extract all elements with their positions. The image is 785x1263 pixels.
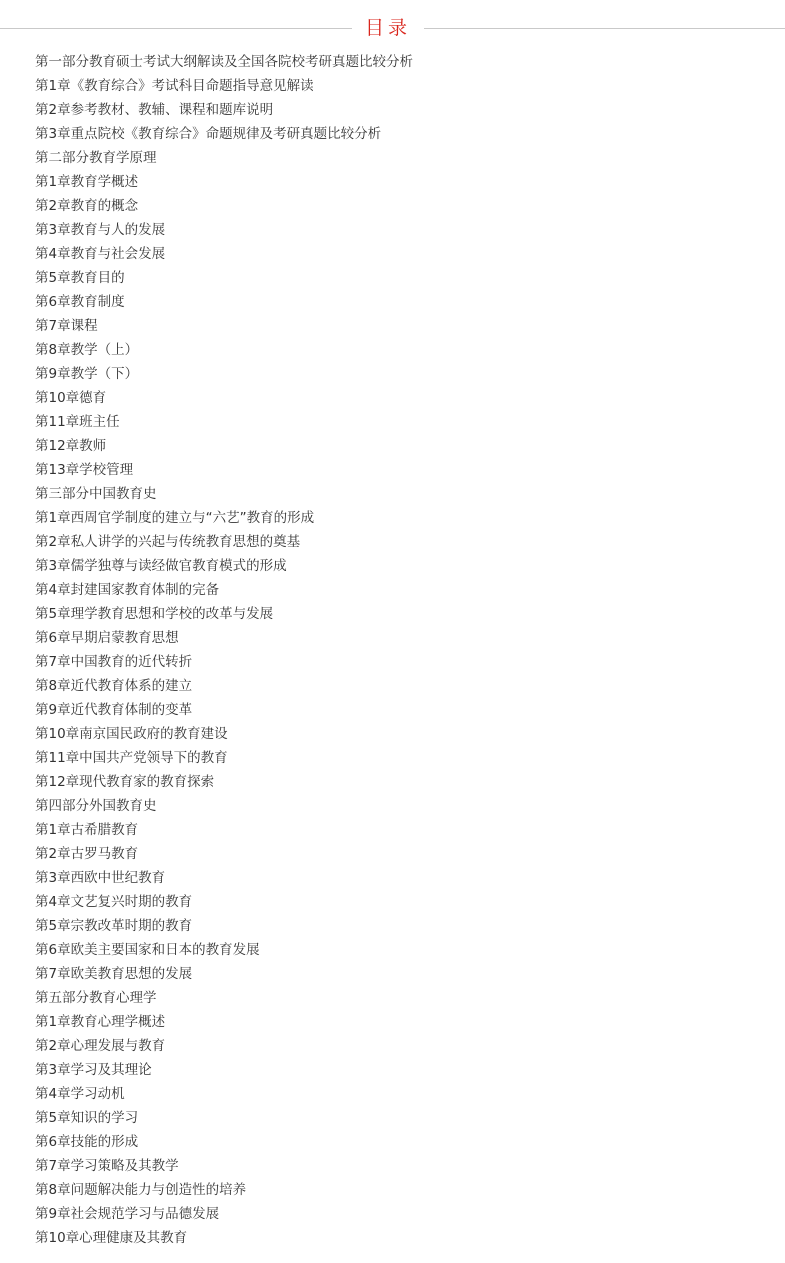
toc-entry: 第四部分外国教育史 [35,798,157,814]
toc-entry: 第2章参考教材、教辅、课程和题库说明 [35,102,274,118]
toc-entry: 第3章儒学独尊与读经做官教育模式的形成 [35,558,287,574]
toc-entry: 第6章早期启蒙教育思想 [35,630,179,646]
toc-entry: 第9章社会规范学习与品德发展 [35,1206,220,1222]
toc-header [0,14,785,42]
toc-entry: 第10章南京国民政府的教育建设 [35,726,228,742]
toc-entry: 第8章近代教育体系的建立 [35,678,193,694]
toc-entry: 第10章德育 [35,390,107,406]
toc-entry: 第4章封建国家教育体制的完备 [35,582,220,598]
toc-entry: 第8章问题解决能力与创造性的培养 [35,1182,247,1198]
toc-entry: 第11章班主任 [35,414,120,430]
toc-entry: 第2章私人讲学的兴起与传统教育思想的奠基 [35,534,301,550]
toc-entry: 第6章技能的形成 [35,1134,139,1150]
toc-entry: 第1章《教育综合》考试科目命题指导意见解读 [35,78,314,94]
toc-entry: 第1章古希腊教育 [35,822,139,838]
toc-entry: 第7章中国教育的近代转折 [35,654,193,670]
toc-entry: 第5章宗教改革时期的教育 [35,918,193,934]
toc-entry: 第一部分教育硕士考试大纲解读及全国各院校考研真题比较分析 [35,54,413,70]
toc-entry: 第5章理学教育思想和学校的改革与发展 [35,606,274,622]
toc-entry: 第五部分教育心理学 [35,990,157,1006]
toc-entry: 第12章现代教育家的教育探索 [35,774,215,790]
toc-entry: 第2章教育的概念 [35,198,139,214]
toc-entry: 第3章西欧中世纪教育 [35,870,166,886]
header-rule-left [0,28,352,29]
toc-entry: 第3章重点院校《教育综合》命题规律及考研真题比较分析 [35,126,382,142]
toc-entry: 第1章西周官学制度的建立与“六艺”教育的形成 [35,510,315,526]
toc-entry: 第7章学习策略及其教学 [35,1158,179,1174]
toc-entry: 第3章教育与人的发展 [35,222,166,238]
header-rule-right [424,28,785,29]
toc-entry: 第13章学校管理 [35,462,134,478]
toc-entry: 第6章教育制度 [35,294,125,310]
toc-entry: 第2章心理发展与教育 [35,1038,166,1054]
toc-entry: 第9章教学（下） [35,366,139,382]
toc-entry: 第2章古罗马教育 [35,846,139,862]
toc-entry: 第1章教育心理学概述 [35,1014,166,1030]
toc-entry: 第三部分中国教育史 [35,486,157,502]
toc-entry: 第二部分教育学原理 [35,150,157,166]
toc-entry: 第4章教育与社会发展 [35,246,166,262]
toc-entry: 第3章学习及其理论 [35,1062,152,1078]
page-title: 目录 [364,17,411,39]
toc-entry: 第1章教育学概述 [35,174,139,190]
table-of-contents [35,50,775,1250]
toc-entry: 第5章教育目的 [35,270,125,286]
toc-entry: 第12章教师 [35,438,107,454]
toc-entry: 第7章课程 [35,318,98,334]
toc-entry: 第8章教学（上） [35,342,139,358]
toc-entry: 第7章欧美教育思想的发展 [35,966,193,982]
toc-entry: 第9章近代教育体制的变革 [35,702,193,718]
toc-entry: 第4章学习动机 [35,1086,125,1102]
toc-entry: 第6章欧美主要国家和日本的教育发展 [35,942,260,958]
toc-entry: 第4章文艺复兴时期的教育 [35,894,193,910]
toc-entry: 第10章心理健康及其教育 [35,1230,188,1246]
toc-entry: 第5章知识的学习 [35,1110,139,1126]
toc-entry: 第11章中国共产党领导下的教育 [35,750,228,766]
